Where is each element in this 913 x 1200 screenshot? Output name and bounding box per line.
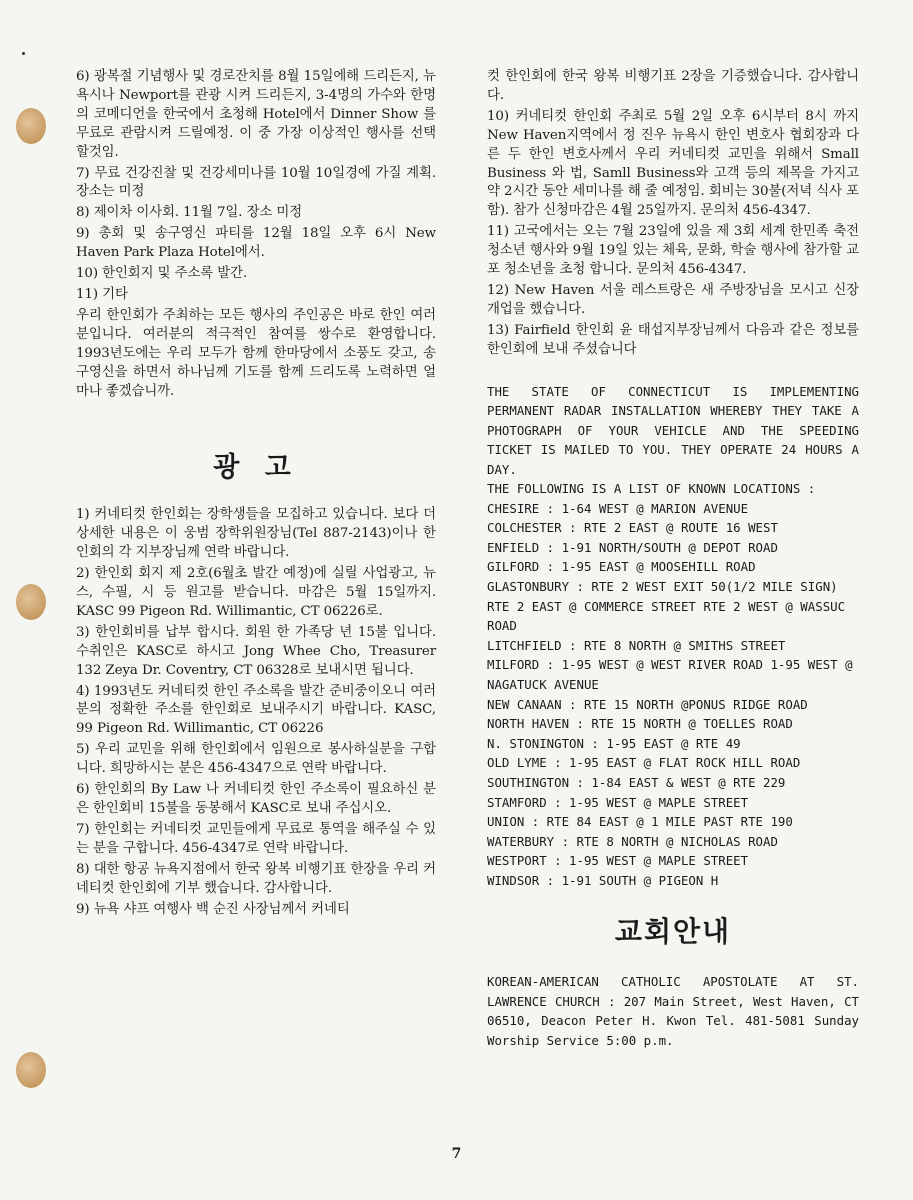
binder-hole xyxy=(16,584,46,620)
ad-item: 12) New Haven 서울 레스트랑은 새 주방장님을 모시고 신장 개업을 했습니다. xyxy=(487,282,859,317)
ad-item-continued: 컷 한인회에 한국 왕복 비행기표 2장을 기증했습니다. 감사합니다. xyxy=(487,69,859,103)
location-item: WINDSOR : 1-91 SOUTH @ PIGEON H xyxy=(487,872,719,888)
ad-item: 10) 커네티컷 한인회 주최로 5월 2일 오후 6시부터 8시 까지 New Haven지역에서 정 진우 뉴욕시 한인 변호사 협회장과 다른 두 한인 변호사께서 우리 커네티컷 교민을 위해서 Small Business 와 법, Samll Business와 고객 등의 제목을 가지고 약 2시간 동안 세미나를 해 줄 예정임. 회비는 30불(저녁 식사 포함). 참가 신청마감은 4월 25일까지. 문의처 456-4347. xyxy=(487,108,859,219)
event-item: 8) 제이차 이사회. 11월 7일. 장소 미정 xyxy=(76,205,303,221)
location-item: GILFORD : 1-95 EAST @ MOOSEHILL ROAD xyxy=(487,559,756,575)
location-item: WATERBURY : RTE 8 NORTH @ NICHOLAS ROAD xyxy=(487,833,778,849)
location-item: NEW CANAAN : RTE 15 NORTH @PONUS RIDGE ROAD xyxy=(487,696,808,712)
closing-paragraph: 우리 한인회가 주최하는 모든 행사의 주인공은 바로 한인 여러분입니다. 여러분의 적극적인 참여를 쌍수로 환영합니다. 1993년도에는 우리 모두가 함께 한마당에서 소풍도 갖고, 송구영신을 하면서 하나님께 기도를 함께 드리도록 노력하면 얼마나 좋겠습니까. xyxy=(76,307,436,399)
radar-location-list xyxy=(487,499,859,891)
location-item: ENFIELD : 1-91 NORTH/SOUTH @ DEPOT ROAD xyxy=(487,539,778,555)
location-item: WESTPORT : 1-95 WEST @ MAPLE STREET xyxy=(487,853,749,869)
ad-item: 2) 한인회 회지 제 2호(6월초 발간 예정)에 실릴 사업광고, 뉴스, 수필, 시 등 원고를 받습니다. 마감은 5월 15일까지. KASC 99 Pigeon Rd. Willimantic, CT 06226로. xyxy=(76,566,436,619)
ad-item: 1) 커네티컷 한인회는 장학생들을 모집하고 있습니다. 보다 더 상세한 내용은 이 웅범 장학위원장님(Tel 887-2143)이나 한인회의 각 지부장님께 연락 바랍니다. xyxy=(76,507,436,561)
location-item: OLD LYME : 1-95 EAST @ FLAT ROCK HILL ROAD xyxy=(487,755,801,771)
church-info: KOREAN-AMERICAN CATHOLIC APOSTOLATE AT ST. LAWRENCE CHURCH : 207 Main Street, West Haven, CT 06510, Deacon Peter H. Kwon Tel. 481-5081 Sunday Worship Service 5:00 p.m. xyxy=(487,974,859,1048)
binder-hole xyxy=(16,1052,46,1088)
location-item: CHESIRE : 1-64 WEST @ MARION AVENUE xyxy=(487,500,749,516)
page-number: 7 xyxy=(451,1146,462,1162)
speck xyxy=(22,52,25,55)
ad-item: 5) 우리 교민을 위해 한인회에서 임원으로 봉사하실분을 구합니다. 희망하시는 분은 456-4347으로 연락 바랍니다. xyxy=(76,742,436,777)
location-item: NORTH HAVEN : RTE 15 NORTH @ TOELLES ROAD xyxy=(487,716,793,732)
event-item: 6) 광복절 기념행사 및 경로잔치를 8월 15일에해 드리든지, 뉴욕시나 Newport를 관광 시켜 드리든지, 3-4명의 가수와 한명의 코메디언을 한국에서 초청해 Hotel에서 Dinner Show 를 무료로 관람시켜 드릴예정. 이 중 가장 이상적인 행사를 선택 할것임. xyxy=(76,69,436,160)
right-column xyxy=(487,68,859,1050)
ad-item: 4) 1993년도 커네티컷 한인 주소록을 발간 준비중이오니 여러분의 정확한 주소를 한인회로 보내주시기 바랍니다. KASC, 99 Pigeon Rd. Willimantic, CT 06226 xyxy=(76,683,436,737)
left-column xyxy=(76,68,436,921)
ad-item: 8) 대한 항공 뉴욕지점에서 한국 왕복 비행기표 한장을 우리 커네티컷 한인회에 기부 했습니다. 감사합니다. xyxy=(76,861,436,896)
location-item: LITCHFIELD : RTE 8 NORTH @ SMITHS STREET xyxy=(487,637,786,653)
location-item: GLASTONBURY : RTE 2 WEST EXIT 50(1/2 MILE SIGN) RTE 2 EAST @ COMMERCE STREET RTE 2 WEST @ WASSUC ROAD xyxy=(487,578,846,634)
location-item: SOUTHINGTON : 1-84 EAST & WEST @ RTE 229 xyxy=(487,774,786,790)
event-item: 10) 한인회지 및 주소록 발간. xyxy=(76,266,248,282)
ad-section-title: 광 고 xyxy=(213,452,299,484)
location-list-intro: THE FOLLOWING IS A LIST OF KNOWN LOCATIONS : xyxy=(487,481,816,497)
ad-item: 13) Fairfield 한인회 윤 태섭지부장님께서 다음과 같은 정보를 한인회에 보내 주셨습니다 xyxy=(487,322,859,357)
binder-hole xyxy=(16,108,46,144)
location-item: N. STONINGTON : 1-95 EAST @ RTE 49 xyxy=(487,735,741,751)
ad-item: 7) 한인회는 커네티컷 교민들에게 무료로 통역을 해주실 수 있는 분을 구합니다. 456-4347로 연락 바랍니다. xyxy=(76,821,436,856)
church-section-title: 교회안내 xyxy=(614,915,732,949)
ad-item: 11) 고국에서는 오는 7월 23일에 있을 제 3회 세계 한민족 축전 청소년 행사와 9월 19일 있는 체육, 문화, 학술 행사에 참가할 교포 청소년을 초청 합니다. 문의처 456-4347. xyxy=(487,224,859,278)
ad-item: 3) 한인회비를 납부 합시다. 회원 한 가족당 년 15불 입니다. 수취인은 KASC로 하시고 Jong Whee Cho, Treasurer 132 Zeya Dr. Coventry, CT 06328로 보내시면 됩니다. xyxy=(76,624,436,678)
event-item: 9) 총회 및 송구영신 파티를 12월 18일 오후 6시 New Haven Park Plaza Hotel에서. xyxy=(76,226,436,261)
location-item: MILFORD : 1-95 WEST @ WEST RIVER ROAD 1-95 WEST @ NAGATUCK AVENUE xyxy=(487,657,853,692)
location-item: COLCHESTER : RTE 2 EAST @ ROUTE 16 WEST xyxy=(487,520,778,536)
event-item: 7) 무료 건강진찰 및 건강세미나를 10월 10일경에 가질 계획. 장소는 미정 xyxy=(76,165,436,200)
radar-notice: THE STATE OF CONNECTICUT IS IMPLEMENTING PERMANENT RADAR INSTALLATION WHEREBY THEY TAKE A PHOTOGRAPH OF YOUR VEHICLE AND THE SPEEDING TICKET IS MAILED TO YOU. THEY OPERATE 24 HOURS A DAY. xyxy=(487,383,859,477)
location-item: UNION : RTE 84 EAST @ 1 MILE PAST RTE 190 xyxy=(487,814,793,830)
event-item: 11) 기타 xyxy=(76,286,128,302)
location-item: STAMFORD : 1-95 WEST @ MAPLE STREET xyxy=(487,794,749,810)
ad-item: 6) 한인회의 By Law 나 커네티컷 한인 주소록이 필요하신 분은 한인회비 15불을 동봉해서 KASC로 보내 주십시오. xyxy=(76,782,436,816)
ad-item: 9) 뉴욕 샤프 여행사 백 순진 사장님께서 커네티 xyxy=(76,901,350,917)
